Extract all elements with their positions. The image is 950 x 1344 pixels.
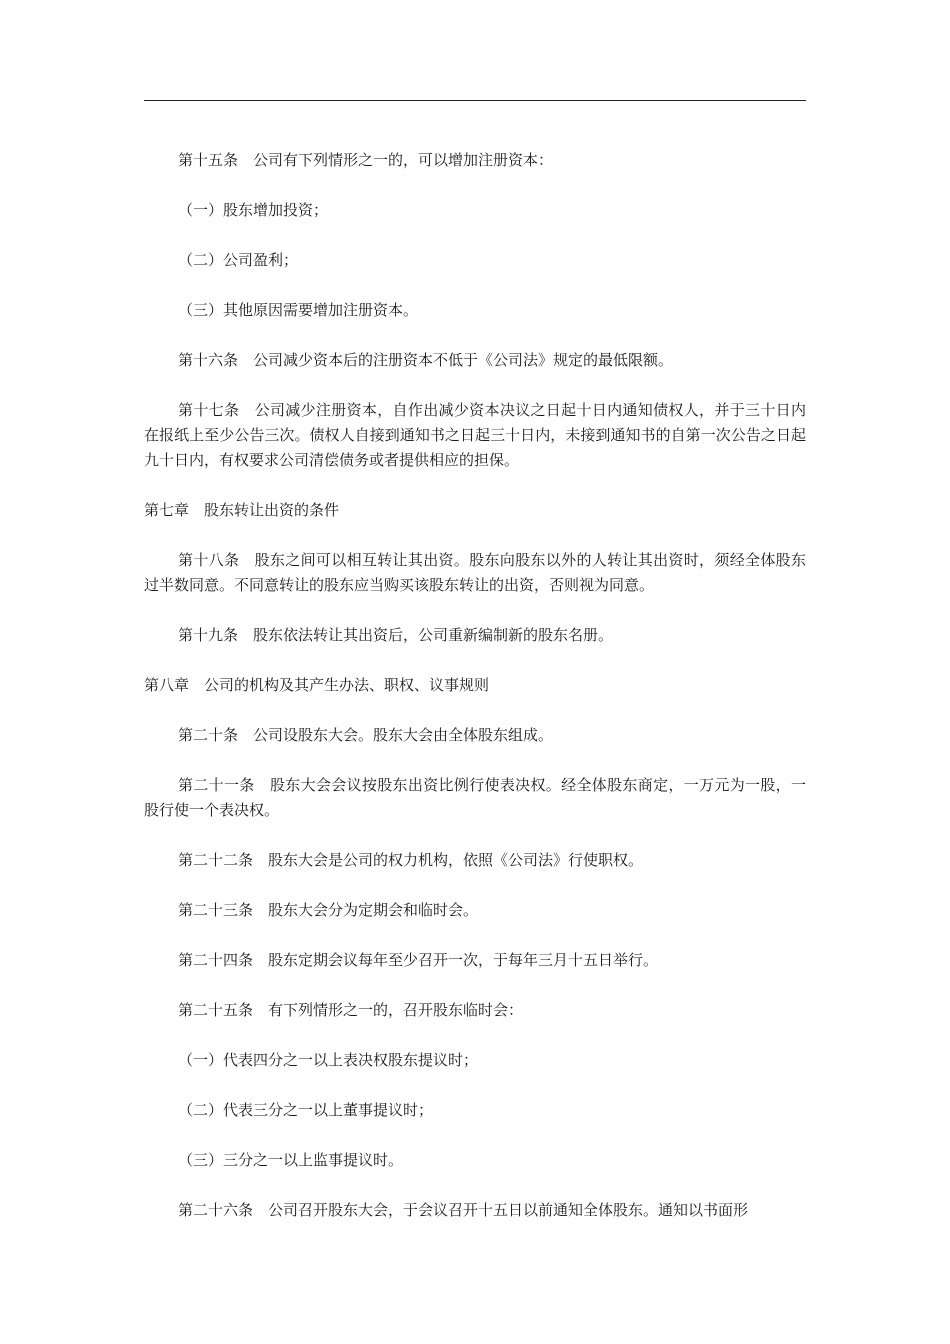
chapter-8-heading: 第八章 公司的机构及其产生办法、职权、议事规则 [144, 676, 490, 694]
article-17: 第十七条 公司减少注册资本，自作出减少资本决议之日起十日内通知债权人，并于三十日内在报纸上至少公告三次。债权人自接到通知书之日起三十日内，未接到通知书的自第一次公告之日起九十日内，有权要求公司清偿债务或者提供相应的担保。 [144, 401, 806, 469]
article-22: 第二十二条 股东大会是公司的权力机构，依照《公司法》行使职权。 [178, 851, 644, 869]
article-15: 第十五条 公司有下列情形之一的，可以增加注册资本： [178, 151, 554, 169]
article-25: 第二十五条 有下列情形之一的，召开股东临时会： [178, 1001, 524, 1019]
chapter-7-heading: 第七章 股东转让出资的条件 [144, 501, 340, 519]
article-24: 第二十四条 股东定期会议每年至少召开一次，于每年三月十五日举行。 [178, 951, 659, 969]
article-21: 第二十一条 股东大会会议按股东出资比例行使表决权。经全体股东商定，一万元为一股，一股行使一个表决权。 [144, 776, 806, 819]
article-15-item-1: （一）股东增加投资； [178, 201, 329, 219]
article-23: 第二十三条 股东大会分为定期会和临时会。 [178, 901, 479, 919]
article-19: 第十九条 股东依法转让其出资后，公司重新编制新的股东名册。 [178, 626, 614, 644]
article-25-item-2: （二）代表三分之一以上董事提议时； [178, 1101, 434, 1119]
article-25-item-1: （一）代表四分之一以上表决权股东提议时； [178, 1051, 479, 1069]
article-20: 第二十条 公司设股东大会。股东大会由全体股东组成。 [178, 726, 554, 744]
article-16: 第十六条 公司减少资本后的注册资本不低于《公司法》规定的最低限额。 [178, 351, 674, 369]
article-25-item-3: （三）三分之一以上监事提议时。 [178, 1151, 404, 1169]
article-15-item-2: （二）公司盈利； [178, 251, 299, 269]
article-18: 第十八条 股东之间可以相互转让其出资。股东向股东以外的人转让其出资时，须经全体股东过半数同意。不同意转让的股东应当购买该股东转让的出资，否则视为同意。 [144, 551, 806, 594]
article-15-item-3: （三）其他原因需要增加注册资本。 [178, 301, 419, 319]
header-rule [144, 100, 806, 101]
document-body [144, 148, 806, 1248]
article-26: 第二十六条 公司召开股东大会，于会议召开十五日以前通知全体股东。通知以书面形 [178, 1201, 749, 1219]
